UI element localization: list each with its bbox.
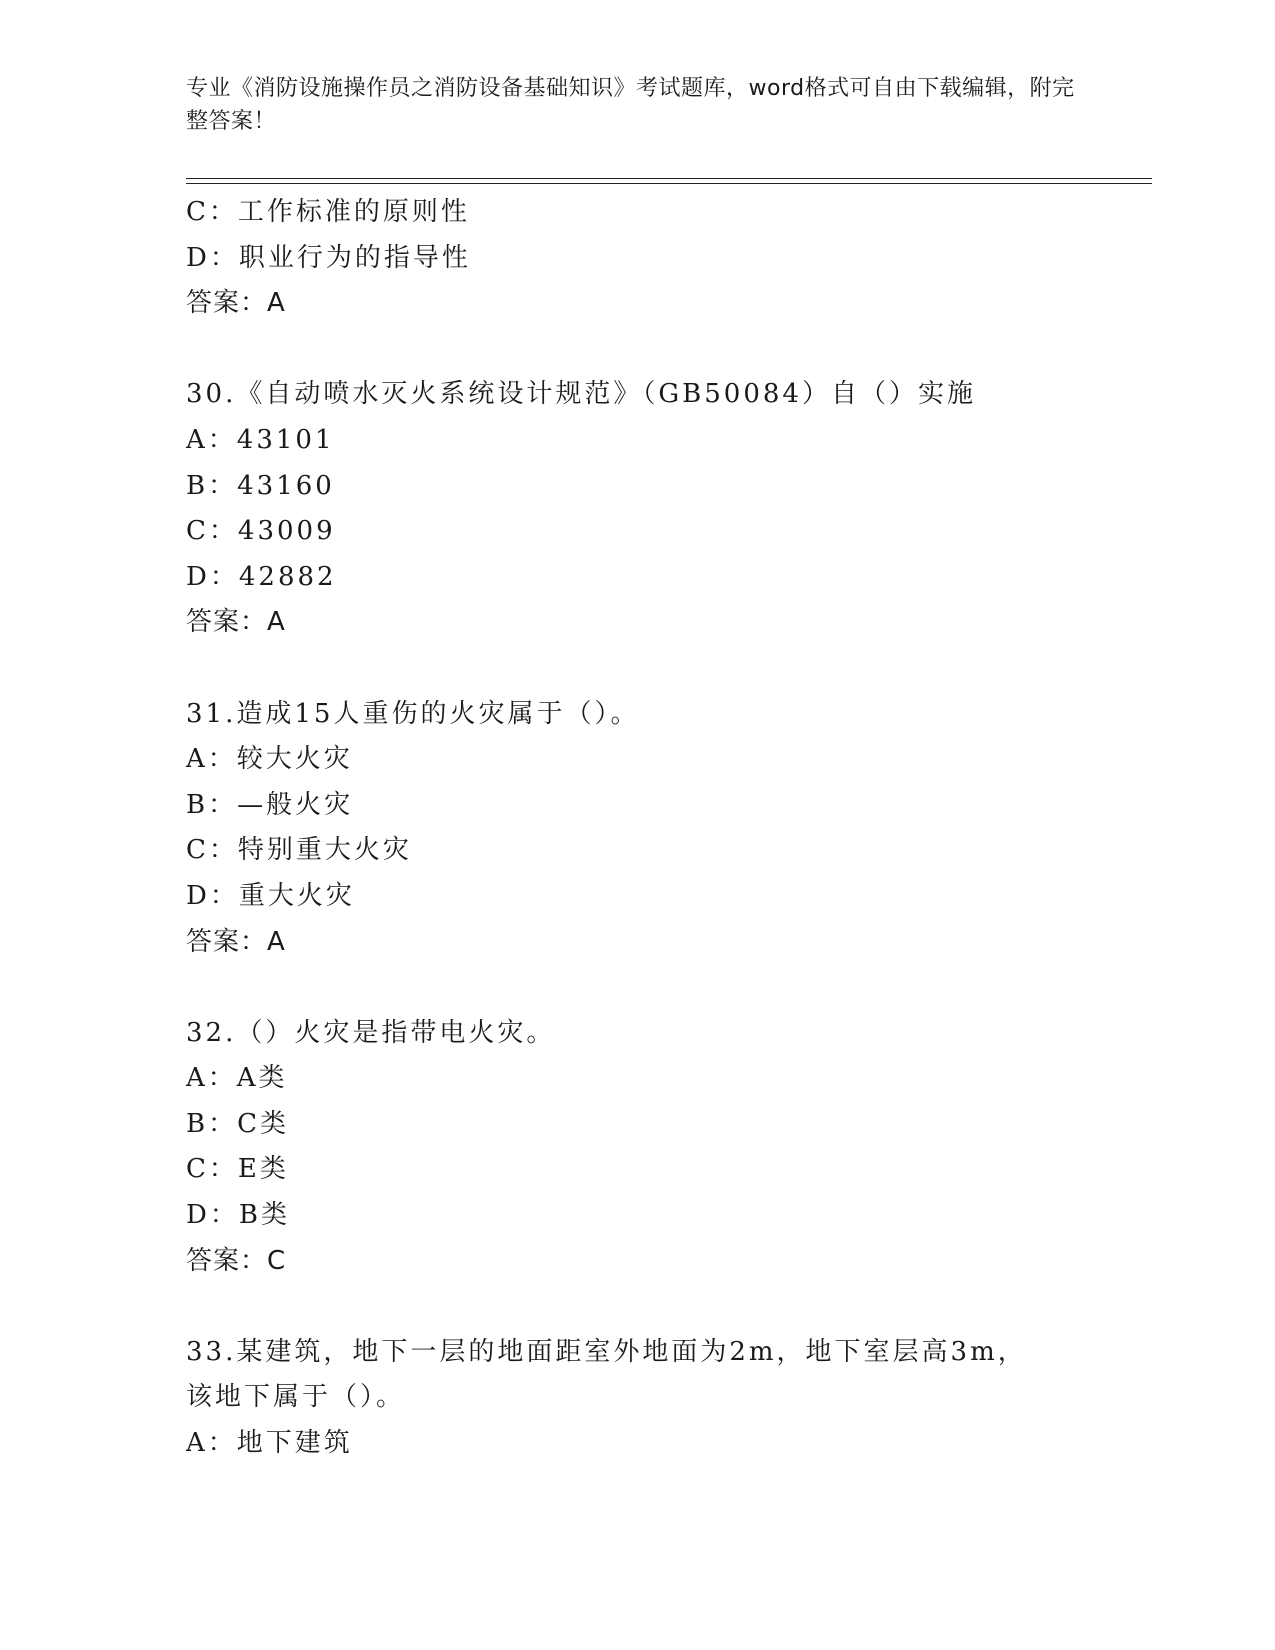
question-29-tail: [186, 190, 1086, 327]
question-stem: 30.《自动喷水灭火系统设计规范》（GB50084）自（）实施: [186, 379, 976, 410]
option-b: B：43160: [186, 470, 335, 501]
question-stem: 31.造成15人重伤的火灾属于（）。: [186, 698, 640, 729]
question-stem: 32.（）火灾是指带电火灾。: [186, 1017, 556, 1048]
header-divider-top: [186, 178, 1152, 179]
answer-line: 答案：A: [186, 288, 286, 319]
question-31: [186, 692, 1086, 966]
option-d: D：重大火灾: [186, 880, 355, 911]
option-a: A：43101: [186, 424, 335, 455]
option-b: B：C类: [186, 1108, 290, 1139]
answer-line: 答案：C: [186, 1245, 287, 1276]
answer-line: 答案：A: [186, 607, 286, 638]
question-33: [186, 1330, 1086, 1467]
option-c: C：特别重大火灾: [186, 835, 412, 866]
option-c: C：E类: [186, 1154, 289, 1185]
question-30: [186, 372, 1086, 646]
option-d: D：B类: [186, 1200, 290, 1231]
option-c: C：工作标准的原则性: [186, 197, 470, 227]
question-stem: 33.某建筑，地下一层的地面距室外地面为2m，地下室层高3m，该地下属于（）。: [186, 1336, 1027, 1413]
document-header: [186, 72, 1076, 138]
header-title: 专业《消防设施操作员之消防设备基础知识》考试题库，word格式可自由下载编辑，附完整答案！: [186, 76, 1075, 134]
option-d: D：42882: [186, 561, 337, 592]
question-32: [186, 1011, 1086, 1285]
option-b: B：—般火灾: [186, 789, 354, 820]
option-a: A：较大火灾: [186, 744, 353, 775]
option-d: D：职业行为的指导性: [186, 242, 471, 273]
option-a: A：A类: [186, 1063, 288, 1094]
question-list: [186, 190, 1086, 1467]
option-a: A：地下建筑: [186, 1428, 353, 1459]
option-c: C：43009: [186, 516, 336, 547]
answer-line: 答案：A: [186, 926, 286, 957]
header-divider-bottom: [186, 183, 1152, 184]
